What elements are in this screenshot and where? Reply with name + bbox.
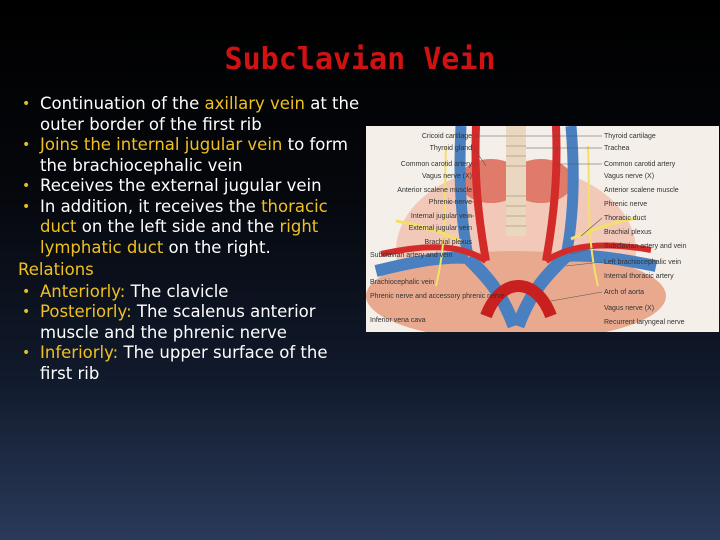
relation-direction: Inferiorly: (40, 343, 119, 362)
bullet-text: In addition, it receives the (40, 196, 262, 216)
label-subclavian-right: Subclavian artery and vein (604, 243, 687, 250)
label-external-jugular: External jugular vein (408, 225, 472, 232)
label-left-brachiocephalic: Left brachiocephalic vein (604, 259, 682, 266)
relations-heading: Relations (18, 260, 94, 279)
bullet-item (18, 176, 363, 197)
label-internal-thoracic: Internal thoracic artery (604, 273, 674, 280)
label-cricoid-cartilage: Cricoid cartilage (421, 133, 472, 140)
label-subclavian: Subclavian artery and vein (370, 252, 453, 259)
bullet-highlight: Joins the internal jugular vein (40, 135, 283, 154)
relation-text: The upper surface of the first rib (40, 343, 328, 383)
label-brachiocephalic: Brachiocephalic vein (370, 279, 435, 286)
label-vagus-lower: Vagus nerve (X) (604, 305, 655, 312)
bullet-text: Receives the external jugular vein (40, 176, 322, 195)
bullet-text: on the right. (163, 237, 271, 257)
label-brachial-plexus-right: Brachial plexus (604, 229, 652, 236)
neck-anatomy-drawing (366, 126, 719, 332)
slide-title: Subclavian Vein (224, 42, 496, 77)
bullet-text: on the left side and the (76, 217, 280, 236)
label-inferior-vena-cava: Inferior vena cava (370, 317, 426, 324)
slide-content (18, 94, 363, 384)
label-phrenic-accessory: Phrenic nerve and accessory phrenic nerve (370, 293, 505, 300)
label-arch-of-aorta: Arch of aorta (604, 289, 645, 296)
relation-direction: Anteriorly: (40, 281, 126, 301)
relation-item (18, 343, 363, 384)
bullet-icon: • (22, 283, 31, 300)
label-vagus-left: Vagus nerve (X) (421, 173, 472, 180)
label-common-carotid-right: Common carotid artery (604, 161, 676, 168)
bullet-text: to form the brachiocephalic vein (40, 135, 348, 175)
bullet-icon: • (22, 345, 31, 361)
bullet-item (18, 94, 363, 135)
label-common-carotid: Common carotid artery (400, 161, 472, 168)
relation-item (18, 282, 363, 303)
relation-text: The clavicle (125, 281, 229, 301)
bullet-item (18, 197, 363, 259)
label-phrenic-nerve: Phrenic nerve (428, 199, 472, 206)
bullet-icon: • (22, 137, 31, 153)
bullet-icon: • (22, 304, 31, 320)
label-thyroid-cartilage: Thyroid cartilage (604, 133, 656, 140)
bullet-text: at the outer border of the first rib (40, 94, 360, 134)
label-anterior-scalene-right: Anterior scalene muscle (604, 187, 679, 194)
label-vagus-right: Vagus nerve (X) (604, 173, 655, 180)
bullet-highlight: axillary vein (204, 94, 305, 113)
bullet-highlight: thoracic duct (40, 196, 328, 236)
label-thyroid-gland: Thyroid gland (429, 145, 472, 152)
label-recurrent-laryngeal: Recurrent laryngeal nerve (604, 319, 685, 326)
bullet-icon: • (22, 96, 31, 112)
label-trachea: Trachea (604, 145, 630, 152)
bullet-highlight: right lymphatic duct (40, 217, 319, 257)
anatomy-illustration (366, 126, 719, 332)
bullet-icon: • (22, 178, 31, 194)
label-anterior-scalene: Anterior scalene muscle (397, 187, 472, 194)
bullet-item (18, 135, 363, 176)
label-internal-jugular: Internal jugular vein (410, 213, 472, 220)
relation-direction: Posteriorly: (40, 302, 132, 321)
label-brachial-plexus: Brachial plexus (424, 239, 472, 246)
label-thoracic-duct: Thoracic duct (604, 215, 647, 222)
bullet-icon: • (22, 198, 31, 215)
label-phrenic-nerve-right: Phrenic nerve (604, 201, 648, 208)
relation-text: The scalenus anterior muscle and the phrenic nerve (40, 302, 316, 342)
bullet-text: Continuation of the (40, 94, 205, 113)
relation-item (18, 302, 363, 343)
